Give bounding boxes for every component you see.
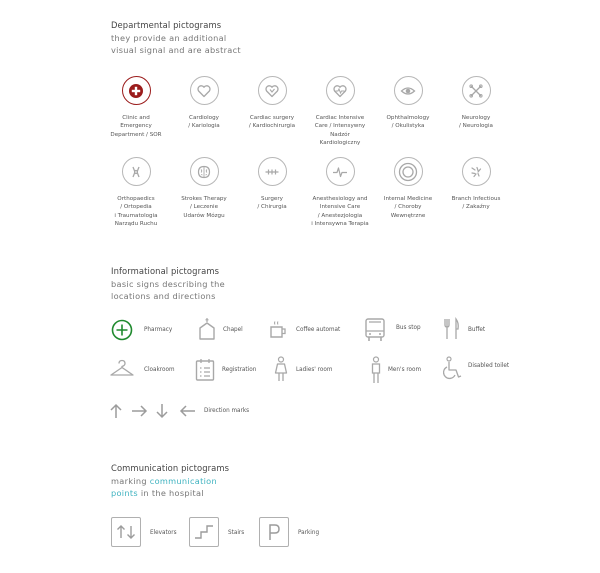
dept-infectious: Branch Infectious / Zakaźny [435,157,517,212]
dept-surgery: Surgery / Chirurgia [231,157,313,212]
bone-icon [128,164,144,180]
dept-cardiac-intensive-care: Cardiac Intensive Care / Intensywny Nadzór Kardiologiczny [299,76,381,148]
communication-subtitle: marking communication points in the hospital [111,476,217,498]
parking-icon [266,523,282,541]
hanger-icon [109,359,135,379]
pharmacy-label: Pharmacy [144,327,173,333]
dept-orthopaedics: Orthopaedics / Ortopedia i Traumatologia Narządu Ruchu [95,157,177,229]
coffee-icon [269,320,289,340]
chapel-sign [197,317,217,341]
disabled-toilet-label: Disabled toilet [468,363,510,369]
man-icon [369,356,383,384]
woman-icon [274,356,288,382]
elevator-icon [116,524,136,540]
stairs-icon [194,524,214,540]
bus-sign [364,317,386,343]
eye-icon [400,83,416,99]
dept-cardiac-surgery: Cardiac surgery / Kardiochirurgia [231,76,313,131]
chapel-label: Chapel [223,327,243,333]
wheelchair-icon [443,356,463,382]
parking-sign [259,517,289,547]
elevators-label: Elevators [150,530,177,536]
dept-neurology: Neurology / Neurologia [435,76,517,131]
pharmacy-cross-icon [111,319,133,341]
registration-sign [195,358,215,382]
ladies-room-label: Ladies' room [296,367,333,373]
heart-surgery-icon [264,83,280,99]
arrow-up-icon [111,405,121,418]
infection-icon [468,164,484,180]
direction-marks-label: Direction marks [204,408,250,414]
communication-title: Communication pictograms [111,463,230,473]
stairs-sign [189,517,219,547]
coffee-label: Coffee automat [296,327,341,333]
departmental-subtitle: they provide an additional visual signal and are abstract [111,33,241,55]
ladies-room-sign [274,356,288,382]
buffet-label: Buffet [468,327,486,333]
pharmacy-sign [111,319,133,341]
mens-room-sign [369,356,383,384]
arrow-right-icon [132,406,146,416]
informational-subtitle: basic signs describing the locations and directions [111,279,225,301]
disabled-toilet-sign [443,356,463,382]
registration-icon [195,358,215,382]
cloakroom-label: Cloakroom [144,367,175,373]
arrow-down-icon [157,404,167,417]
stitches-icon [264,164,280,180]
ekg-icon [332,164,348,180]
stairs-label: Stairs [228,530,245,536]
arrow-left-icon [181,406,195,416]
emergency-cross-icon [128,83,144,99]
bus-icon [364,317,386,343]
mens-room-label: Men's room [388,367,422,373]
registration-label: Registration [222,367,257,373]
dept-anesthesiology: Anesthesiology and Intensive Care / Anestezjologia i Intensywna Terapia [299,157,381,229]
brain-icon [196,164,212,180]
neurology-icon [468,83,484,99]
target-icon [398,162,418,182]
departmental-title: Departmental pictograms [111,20,222,30]
parking-label: Parking [298,530,320,536]
informational-title: Informational pictograms [111,266,220,276]
coffee-sign [269,320,289,340]
dept-emergency: Clinic and Emergency Department / SOR [95,76,177,139]
heart-icon [196,83,212,99]
chapel-icon [197,317,217,341]
dept-cardiology: Cardiology / Kariologia [163,76,245,131]
bus-label: Bus stop [396,325,421,331]
direction-marks [109,403,199,419]
heart-pulse-icon [332,83,348,99]
dept-strokes-therapy: Strokes Therapy / Leczenie Udarów Mózgu [163,157,245,220]
dept-internal-medicine: Internal Medicine / Choroby Wewnętrzne [367,157,449,220]
dept-ophthalmology: Ophthalmology / Okulistyka [367,76,449,131]
cloakroom-sign [109,359,135,379]
elevators-sign [111,517,141,547]
buffet-sign [443,317,461,341]
cutlery-icon [443,317,461,341]
